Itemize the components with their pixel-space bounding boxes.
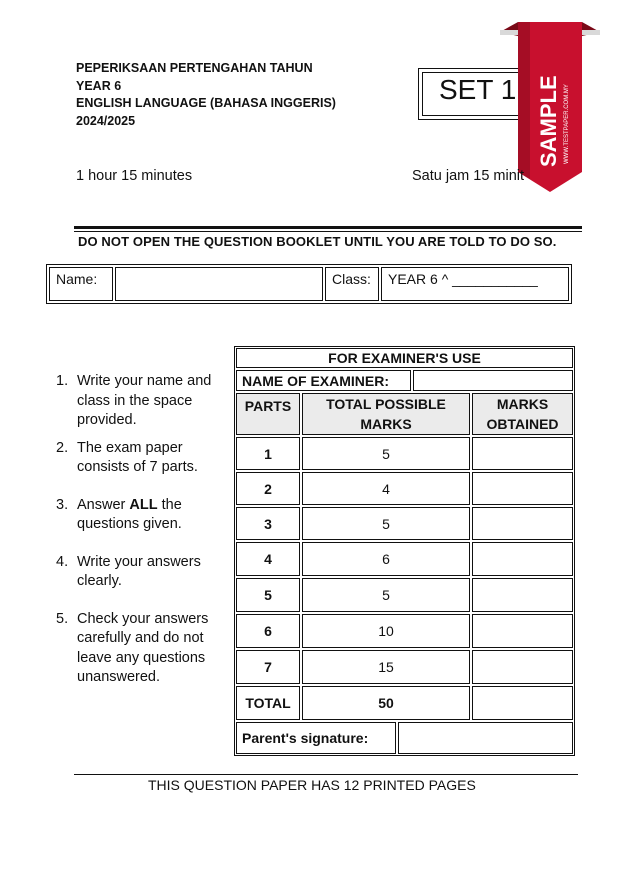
exam-session: 2024/2025	[76, 113, 136, 128]
total-obtained-cell[interactable]	[472, 686, 573, 720]
part-cell: 1	[236, 437, 300, 470]
examiner-table-title: FOR EXAMINER'S USE	[236, 348, 573, 368]
part-cell: 5	[236, 578, 300, 612]
instruction-item: 5. Check your answers carefully and do not leave any questions unanswered.	[56, 610, 209, 685]
instruction-item: 1. Write your name and class in the space provided.	[56, 373, 212, 428]
class-label: Class:	[325, 267, 379, 301]
warning-text: DO NOT OPEN THE QUESTION BOOKLET UNTIL YOU ARE TOLD TO DO SO.	[78, 234, 557, 249]
class-field[interactable]: YEAR 6 ^ ___________	[381, 267, 569, 301]
divider-thin	[74, 231, 582, 232]
part-cell: 4	[236, 542, 300, 576]
possible-marks-cell: 5	[302, 507, 470, 540]
possible-marks-cell: 10	[302, 614, 470, 648]
marks-obtained-cell[interactable]	[472, 472, 573, 505]
total-label: TOTAL	[236, 686, 300, 720]
header-parts: PARTS	[236, 393, 300, 435]
marks-obtained-cell[interactable]	[472, 578, 573, 612]
exam-subject: ENGLISH LANGUAGE (BAHASA INGGERIS)	[76, 96, 336, 110]
possible-marks-cell: 15	[302, 650, 470, 684]
part-cell: 7	[236, 650, 300, 684]
marks-obtained-cell[interactable]	[472, 437, 573, 470]
duration-malay: Satu jam 15 minit	[412, 168, 525, 184]
ribbon-label: SAMPLE	[536, 75, 561, 167]
exam-year: YEAR 6	[76, 78, 122, 93]
marks-obtained-cell[interactable]	[472, 614, 573, 648]
examiner-table	[234, 346, 575, 756]
divider-thick	[74, 226, 582, 229]
name-class-box	[46, 264, 572, 304]
ribbon-url: WWW.TESTPAPER.COM.MY	[564, 84, 570, 164]
possible-marks-cell: 6	[302, 542, 470, 576]
name-label: Name:	[49, 267, 113, 301]
total-value: 50	[302, 686, 470, 720]
set-label: SET 1	[439, 74, 517, 105]
instruction-item: 3. Answer ALL the questions given.	[56, 496, 182, 532]
possible-marks-cell: 5	[302, 578, 470, 612]
instructions-list	[56, 372, 228, 688]
header-marks-obtained: MARKS OBTAINED	[472, 393, 573, 435]
possible-marks-cell: 5	[302, 437, 470, 470]
part-cell: 6	[236, 614, 300, 648]
part-cell: 3	[236, 507, 300, 540]
marks-obtained-cell[interactable]	[472, 507, 573, 540]
marks-obtained-cell[interactable]	[472, 542, 573, 576]
footer-divider	[74, 774, 578, 775]
header-total-possible: TOTAL POSSIBLE MARKS	[302, 393, 470, 435]
examiner-name-field[interactable]	[413, 370, 573, 391]
marks-obtained-cell[interactable]	[472, 650, 573, 684]
possible-marks-cell: 4	[302, 472, 470, 505]
part-cell: 2	[236, 472, 300, 505]
examiner-name-label: NAME OF EXAMINER:	[236, 370, 411, 391]
instruction-item: 4. Write your answers clearly.	[56, 553, 201, 589]
footer-text: THIS QUESTION PAPER HAS 12 PRINTED PAGES	[148, 777, 476, 793]
exam-title: PEPERIKSAAN PERTENGAHAN TAHUN	[76, 61, 313, 75]
parent-signature-field[interactable]	[398, 722, 573, 754]
name-field[interactable]	[115, 267, 323, 301]
parent-signature-label: Parent's signature:	[236, 722, 396, 754]
instruction-item: 2. The exam paper consists of 7 parts.	[56, 439, 198, 475]
duration-english: 1 hour 15 minutes	[76, 168, 193, 184]
exam-header	[76, 60, 336, 130]
